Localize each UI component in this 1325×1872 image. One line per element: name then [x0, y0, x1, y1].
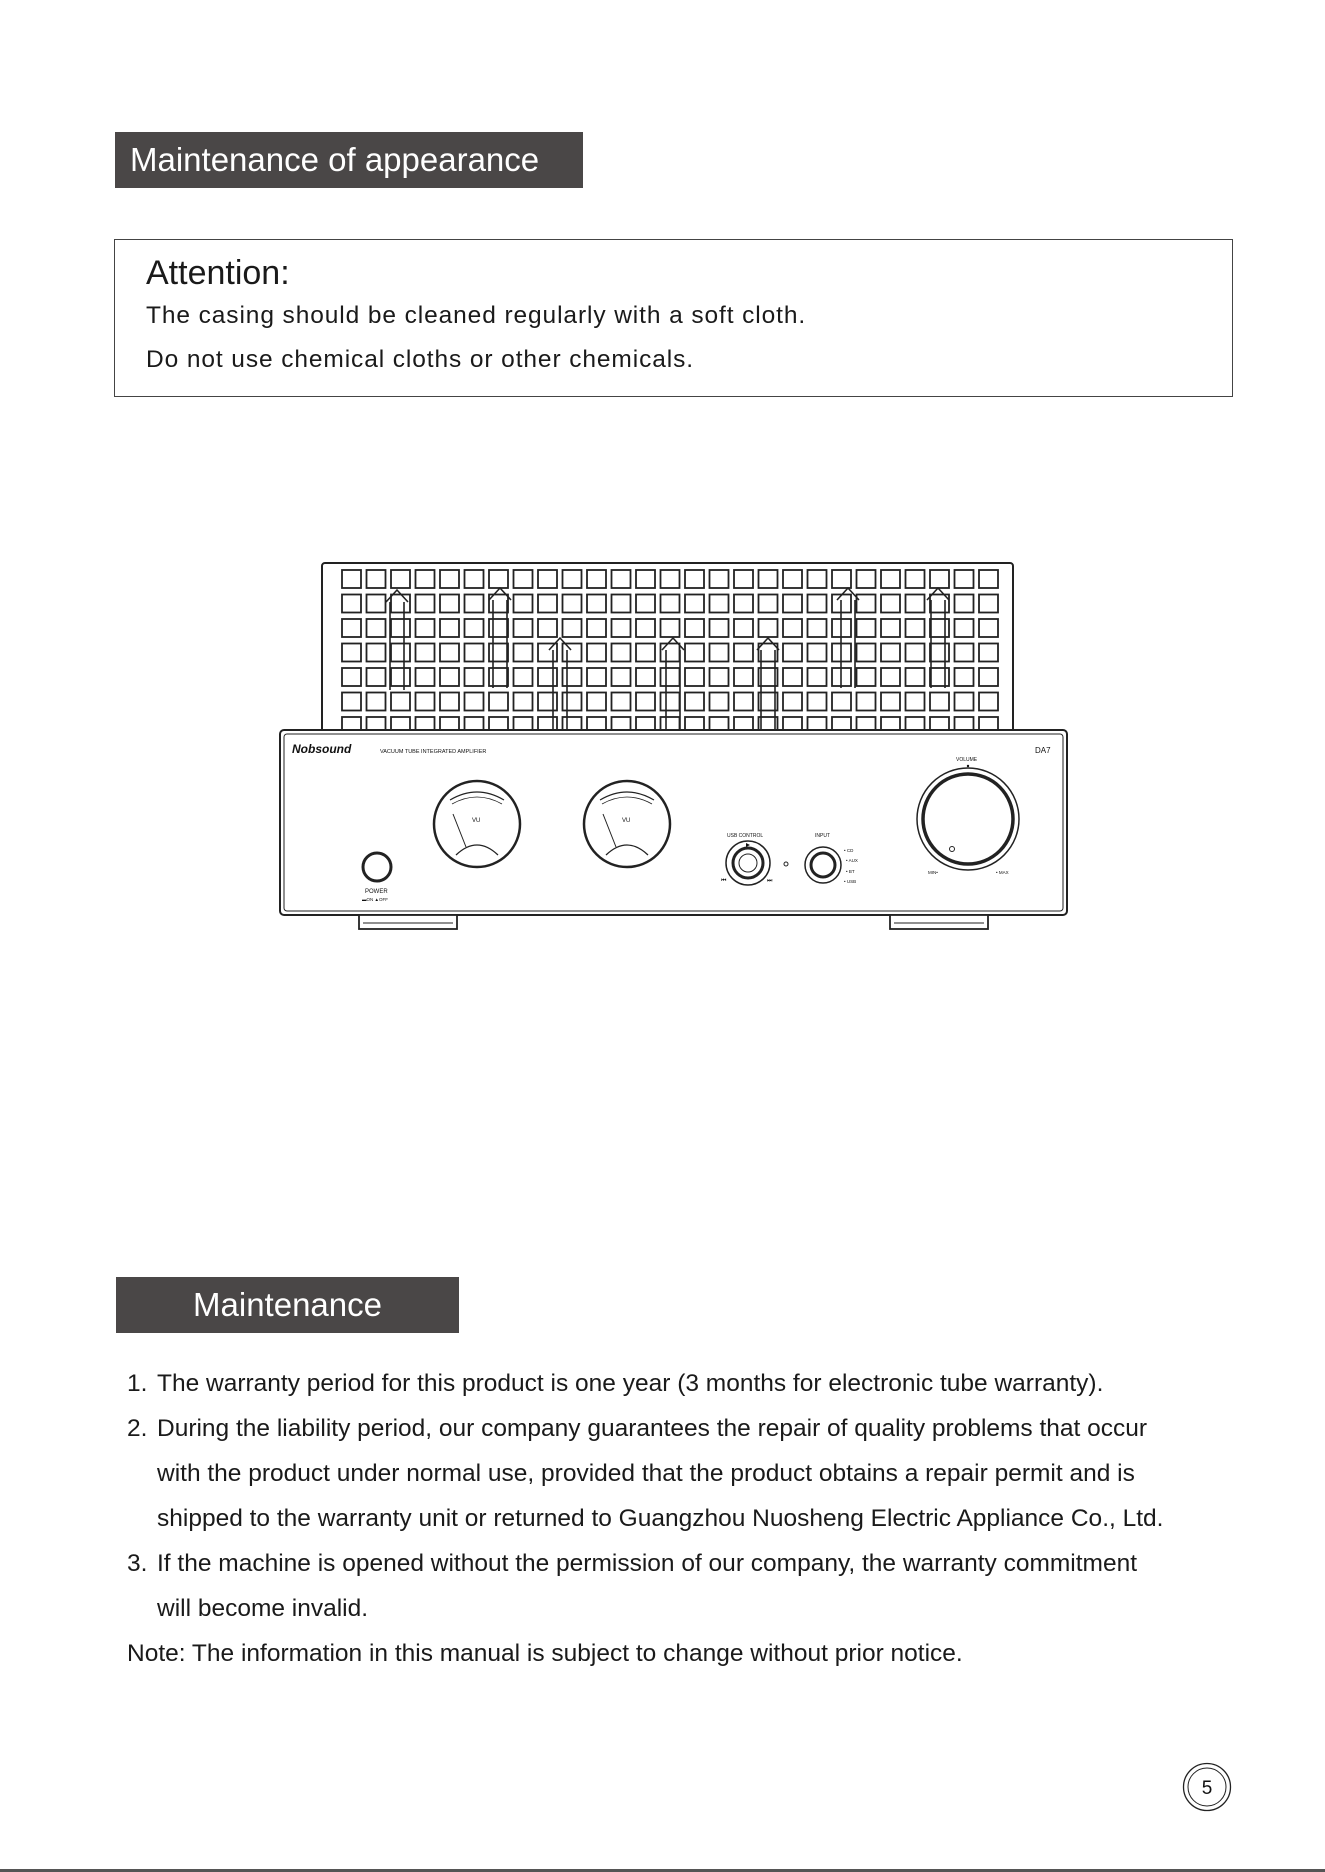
- vu-meter-right: [584, 781, 670, 867]
- list-number: 3.: [127, 1550, 148, 1577]
- list-text: During the liability period, our company guarantees the repair of quality problems that occur: [157, 1415, 1148, 1442]
- list-text: If the machine is opened without the permission of our company, the warranty commitment: [157, 1550, 1138, 1577]
- vu-meter-left: [434, 781, 520, 867]
- attention-title: Attention:: [146, 254, 290, 292]
- section-heading-maintenance: Maintenance: [116, 1277, 459, 1333]
- product-line-label: VACUUM TUBE INTEGRATED AMPLIFIER: [380, 749, 487, 755]
- list-number: 1.: [127, 1370, 148, 1397]
- vu-label: VU: [622, 818, 631, 824]
- model-label: DA7: [1035, 746, 1051, 755]
- list-text: shipped to the warranty unit or returned to Guangzhou Nuosheng Electric Appliance Co., Ltd.: [157, 1505, 1164, 1532]
- attention-box: [114, 239, 1233, 397]
- note-text: Note: The information in this manual is subject to change without prior notice.: [127, 1640, 963, 1667]
- list-text: with the product under normal use, provided that the product obtains a repair permit and is: [157, 1460, 1135, 1487]
- power-label: POWER: [365, 889, 388, 895]
- input-option: • BT: [846, 869, 855, 874]
- input-option: • AUX: [846, 858, 858, 863]
- svg-text:⏮: ⏮: [721, 877, 727, 884]
- input-option: • CD: [844, 848, 854, 853]
- attention-line: Do not use chemical cloths or other chemicals.: [146, 346, 694, 373]
- volume-label: VOLUME: [956, 757, 978, 763]
- attention-line: The casing should be cleaned regularly with a soft cloth.: [146, 302, 807, 329]
- input-option: • USB: [844, 879, 857, 884]
- page-number: 5: [1201, 1778, 1213, 1799]
- list-number: 2.: [127, 1415, 148, 1442]
- page-number-badge: [1182, 1762, 1232, 1812]
- power-sub-label: ▬ON ▲OFF: [362, 897, 388, 902]
- list-text: The warranty period for this product is one year (3 months for electronic tube warranty).: [157, 1370, 1104, 1397]
- list-text: will become invalid.: [157, 1595, 369, 1622]
- tube-cage: [322, 563, 1013, 738]
- svg-text:⏭: ⏭: [767, 877, 773, 884]
- volume-max-label: • MAX: [996, 870, 1009, 875]
- power-button: [362, 853, 391, 902]
- volume-min-label: MIN•: [928, 870, 938, 875]
- brand-logo: Nobsound: [292, 742, 352, 756]
- input-label: INPUT: [815, 833, 830, 839]
- usb-control-label: USB CONTROL: [727, 833, 764, 839]
- amplifier-illustration: [270, 560, 1070, 940]
- section-heading-appearance: Maintenance of appearance: [115, 132, 583, 188]
- vu-label: VU: [472, 818, 481, 824]
